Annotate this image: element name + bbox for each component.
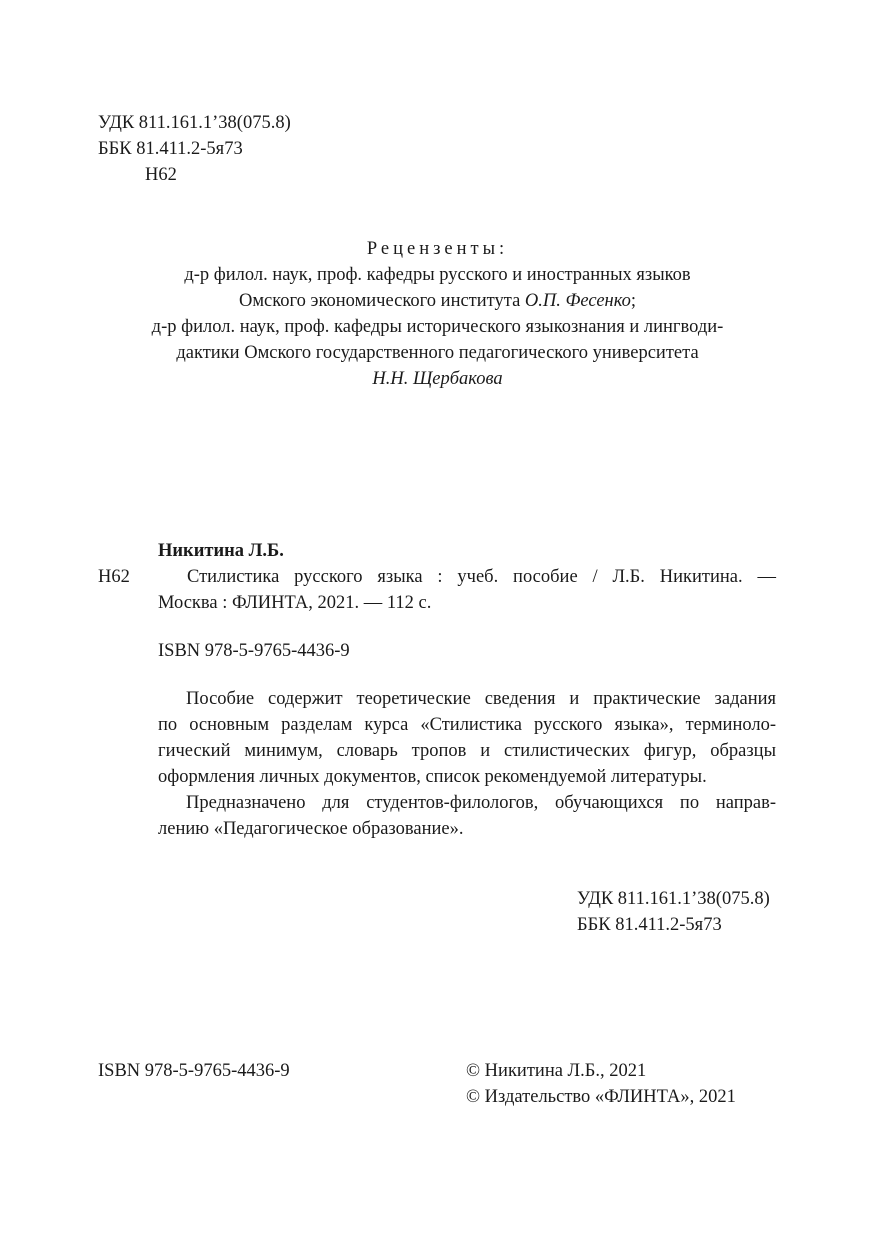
record-code: Н62: [98, 567, 130, 587]
annotation-p1-line-3: гический минимум, словарь тропов и стилистических фигур, образцы: [158, 741, 776, 761]
record-title-text-1: Стилистика русского языка : учеб. пособие / Л.Б. Никитина. —: [187, 567, 776, 587]
annotation-p1-line-1: Пособие содержит теоретические сведения и практические задания: [186, 689, 776, 709]
reviewer-1-name: О.П. Фесенко: [524, 291, 631, 311]
annotation-p2-line-1: Предназначено для студентов-филологов, обучающихся по направ-: [186, 793, 776, 813]
reviewer-2-line-1: д-р филол. наук, проф. кафедры исторического языкознания и лингводи-: [151, 317, 724, 337]
classification-bbk: ББК 81.411.2-5я73: [577, 915, 722, 935]
annotation-p1-line-4: оформления личных документов, список рекомендуемой литературы.: [158, 767, 707, 787]
header-code: Н62: [145, 165, 177, 185]
annotation-paragraph-1: [158, 686, 776, 790]
reviewer-1-line-2: [0, 288, 875, 314]
record-isbn: ISBN 978-5-9765-4436-9: [158, 641, 350, 661]
reviewer-1-line-1: д-р филол. наук, проф. кафедры русского и иностранных языков: [184, 265, 691, 285]
annotation-p1-line-2: по основным разделам курса «Стилистика русского языка», терминоло-: [158, 715, 776, 735]
annotation-paragraph-2: [158, 790, 776, 842]
classification-udk: УДК 811.161.1’38(075.8): [577, 889, 770, 909]
header-udk: УДК 811.161.1’38(075.8): [98, 113, 291, 133]
reviewers-heading: Рецензенты:: [366, 239, 509, 259]
reviewer-2-name: Н.Н. Щербакова: [372, 369, 503, 389]
footer-isbn: ISBN 978-5-9765-4436-9: [98, 1061, 290, 1081]
reviewer-1-affiliation: Омского экономического института: [238, 291, 525, 311]
annotation-p2-line-2: лению «Педагогическое образование».: [158, 819, 464, 839]
footer-copyright-author: © Никитина Л.Б., 2021: [466, 1061, 647, 1081]
header-bbk: ББК 81.411.2-5я73: [98, 139, 243, 159]
record-author: Никитина Л.Б.: [158, 541, 284, 561]
reviewer-1-separator: ;: [630, 291, 637, 311]
record-title-line-2: Москва : ФЛИНТА, 2021. — 112 с.: [158, 593, 432, 613]
reviewer-2-line-2: дактики Омского государственного педагогического университета: [176, 343, 699, 363]
record-title-line-1: [187, 564, 776, 590]
footer-copyright-publisher: © Издательство «ФЛИНТА», 2021: [466, 1087, 736, 1107]
